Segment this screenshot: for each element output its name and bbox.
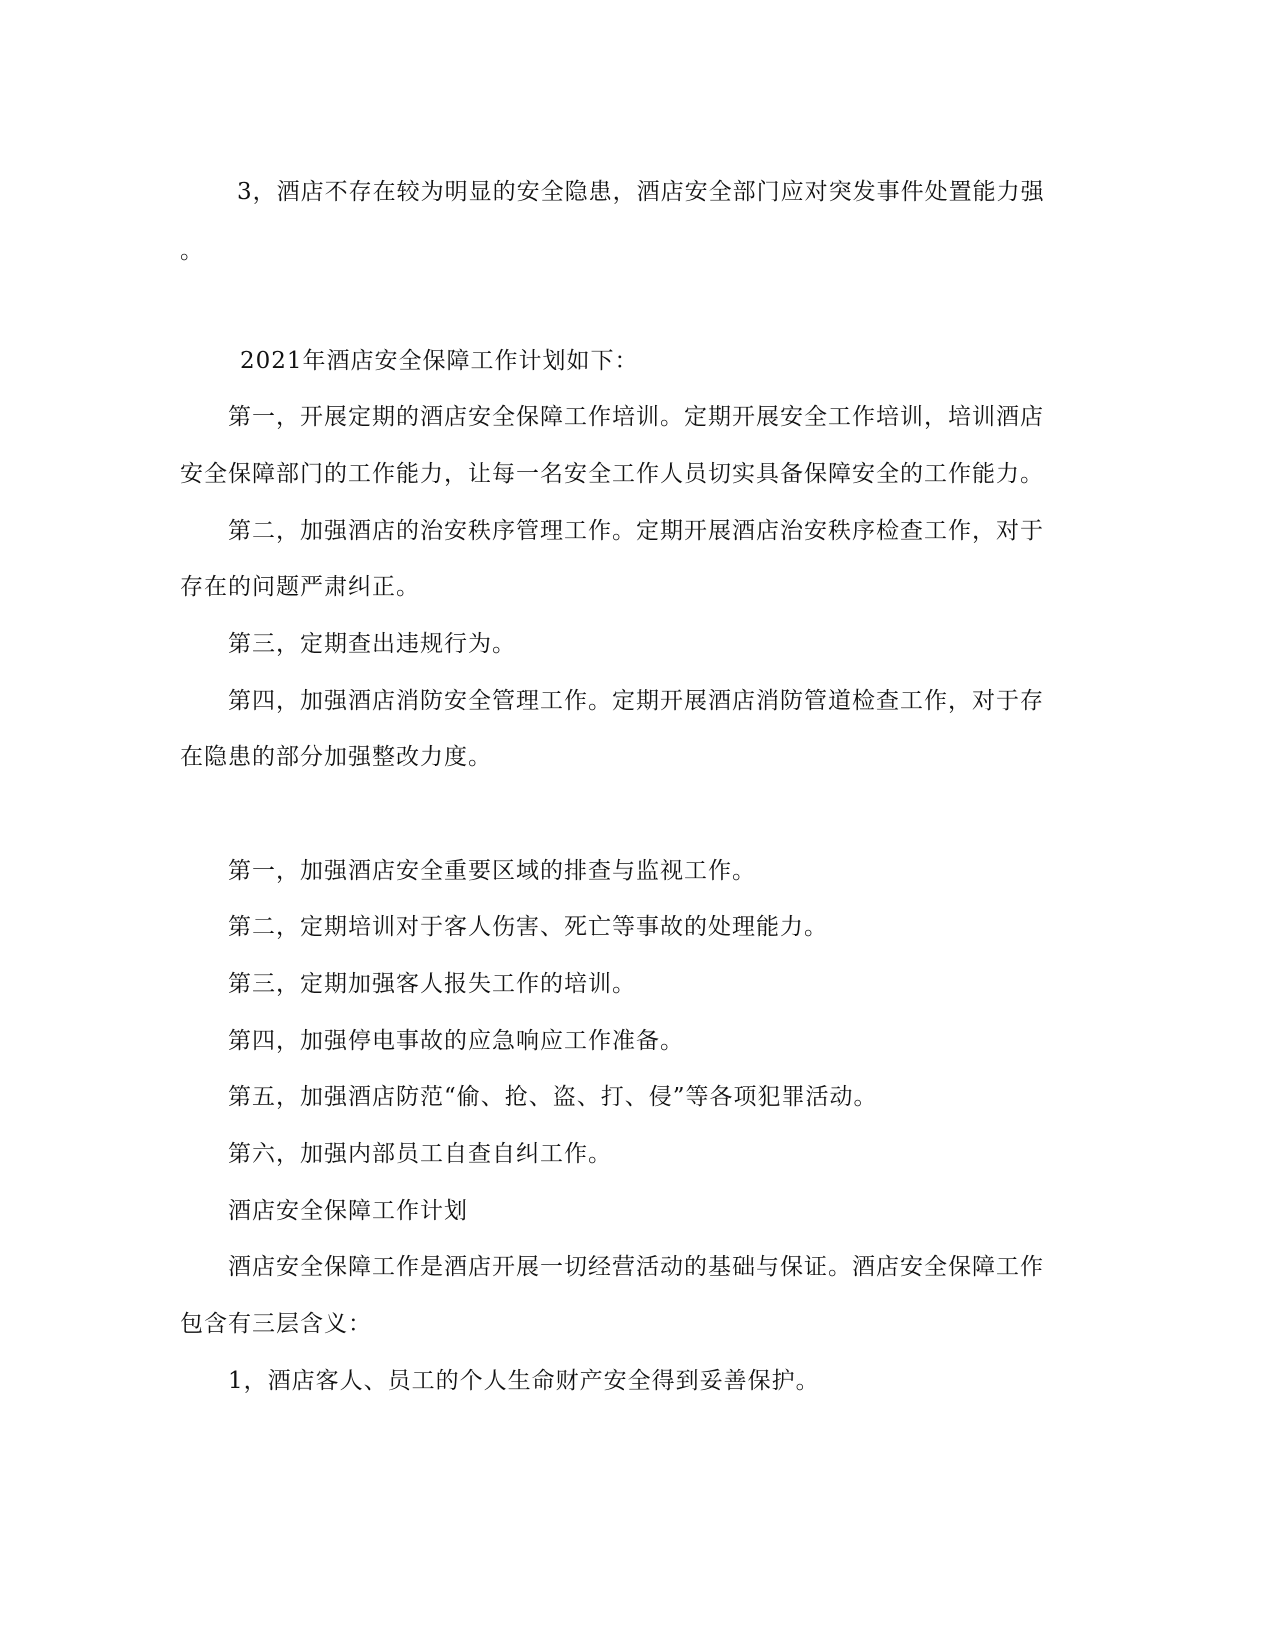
paragraph-line: 第六，加强内部员工自查自纠工作。 [228,1141,612,1167]
section-heading: 2021年酒店安全保障工作计划如下： [240,348,639,374]
paragraph-line: 酒店安全保障工作是酒店开展一切经营活动的基础与保证。酒店安全保障工作 [228,1254,1044,1280]
paragraph-line: 第一，加强酒店安全重要区域的排查与监视工作。 [228,858,756,884]
paragraph-line: 第四，加强停电事故的应急响应工作准备。 [228,1028,684,1054]
paragraph-line: 第一，开展定期的酒店安全保障工作培训。定期开展安全工作培训，培训酒店 [228,404,1044,430]
paragraph-line: 存在的问题严肃纠正。 [180,574,420,600]
paragraph-line: 安全保障部门的工作能力，让每一名安全工作人员切实具备保障安全的工作能力。 [180,461,1044,487]
paragraph-line: 。 [180,238,204,264]
paragraph-line: 3，酒店不存在较为明显的安全隐患，酒店安全部门应对突发事件处置能力强 [237,179,1045,205]
paragraph-line: 第二，加强酒店的治安秩序管理工作。定期开展酒店治安秩序检查工作，对于 [228,518,1044,544]
paragraph-line: 在隐患的部分加强整改力度。 [180,744,492,770]
paragraph-line: 第四，加强酒店消防安全管理工作。定期开展酒店消防管道检查工作，对于存 [228,688,1044,714]
paragraph-line: 包含有三层含义： [180,1311,372,1337]
section-title: 酒店安全保障工作计划 [228,1198,468,1224]
paragraph-line: 1，酒店客人、员工的个人生命财产安全得到妥善保护。 [228,1368,820,1394]
paragraph-line: 第二，定期培训对于客人伤害、死亡等事故的处理能力。 [228,914,828,940]
paragraph-line: 第三，定期查出违规行为。 [228,631,516,657]
paragraph-line: 第三，定期加强客人报失工作的培训。 [228,971,636,997]
paragraph-line: 第五，加强酒店防范“偷、抢、盗、打、侵”等各项犯罪活动。 [228,1084,878,1110]
